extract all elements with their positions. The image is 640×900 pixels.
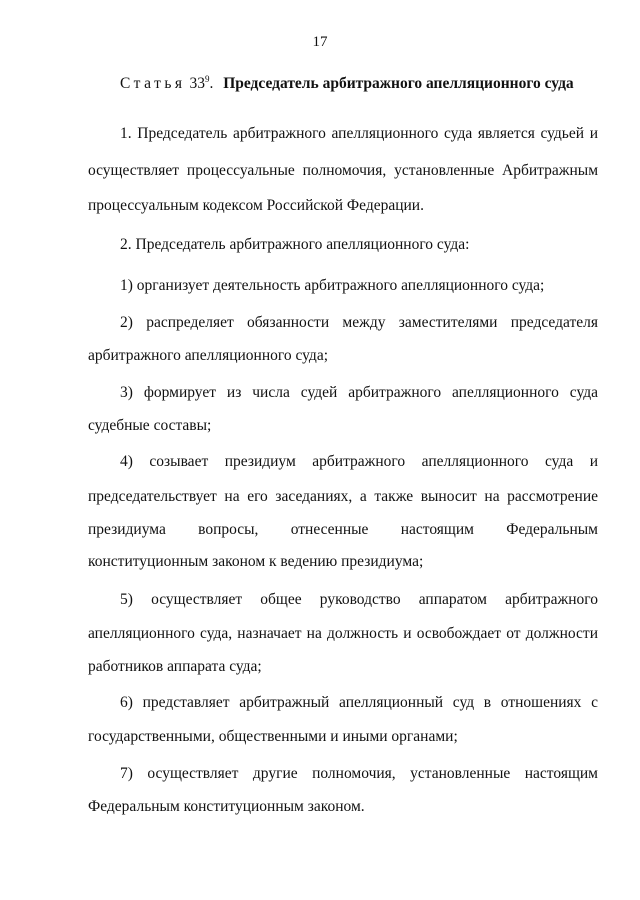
- item-4-line-2: председательствует на его заседаниях, а также выносит на рассмотрение: [88, 488, 598, 505]
- item-2-line-1: 2) распределяет обязанности между заместителями председателя: [120, 314, 598, 331]
- article-heading: [120, 74, 600, 93]
- article-title: Председатель арбитражного апелляционного суда: [223, 75, 574, 92]
- item-2-line-2: арбитражного апелляционного суда;: [88, 347, 329, 364]
- item-6-line-2: государственными, общественными и иными органами;: [88, 728, 458, 745]
- item-5-line-2: апелляционного суда, назначает на должность и освобождает от должности: [88, 625, 598, 642]
- item-6-line-1: 6) представляет арбитражный апелляционный суд в отношениях с: [120, 694, 598, 711]
- item-7-line-2: Федеральным конституционным законом.: [88, 798, 365, 815]
- paragraph-2: 2. Председатель арбитражного апелляционного суда:: [120, 236, 470, 253]
- paragraph-1-line-3: процессуальным кодексом Российской Федерации.: [88, 197, 424, 214]
- article-word: Статья: [120, 75, 186, 92]
- item-3-line-2: судебные составы;: [88, 417, 212, 434]
- article-superscript: 9: [204, 74, 210, 84]
- item-4-line-4: конституционным законом к ведению президиума;: [88, 553, 424, 570]
- article-number: 33: [189, 75, 205, 92]
- item-4-line-1: 4) созывает президиум арбитражного апелляционного суда и: [120, 453, 598, 470]
- paragraph-1-line-2: осуществляет процессуальные полномочия, установленные Арбитражным: [88, 162, 598, 179]
- paragraph-1-line-1: 1. Председатель арбитражного апелляционного суда является судьей и: [120, 125, 598, 142]
- item-7-line-1: 7) осуществляет другие полномочия, установленные настоящим: [120, 765, 598, 782]
- page-number: 17: [312, 34, 328, 50]
- item-3-line-1: 3) формирует из числа судей арбитражного апелляционного суда: [120, 384, 598, 401]
- article-dot: .: [209, 75, 214, 92]
- item-5-line-1: 5) осуществляет общее руководство аппаратом арбитражного: [120, 591, 598, 608]
- item-5-line-3: работников аппарата суда;: [88, 658, 262, 675]
- item-4-line-3: президиума вопросы, отнесенные настоящим Федеральным: [88, 521, 598, 538]
- item-1: 1) организует деятельность арбитражного апелляционного суда;: [120, 277, 545, 294]
